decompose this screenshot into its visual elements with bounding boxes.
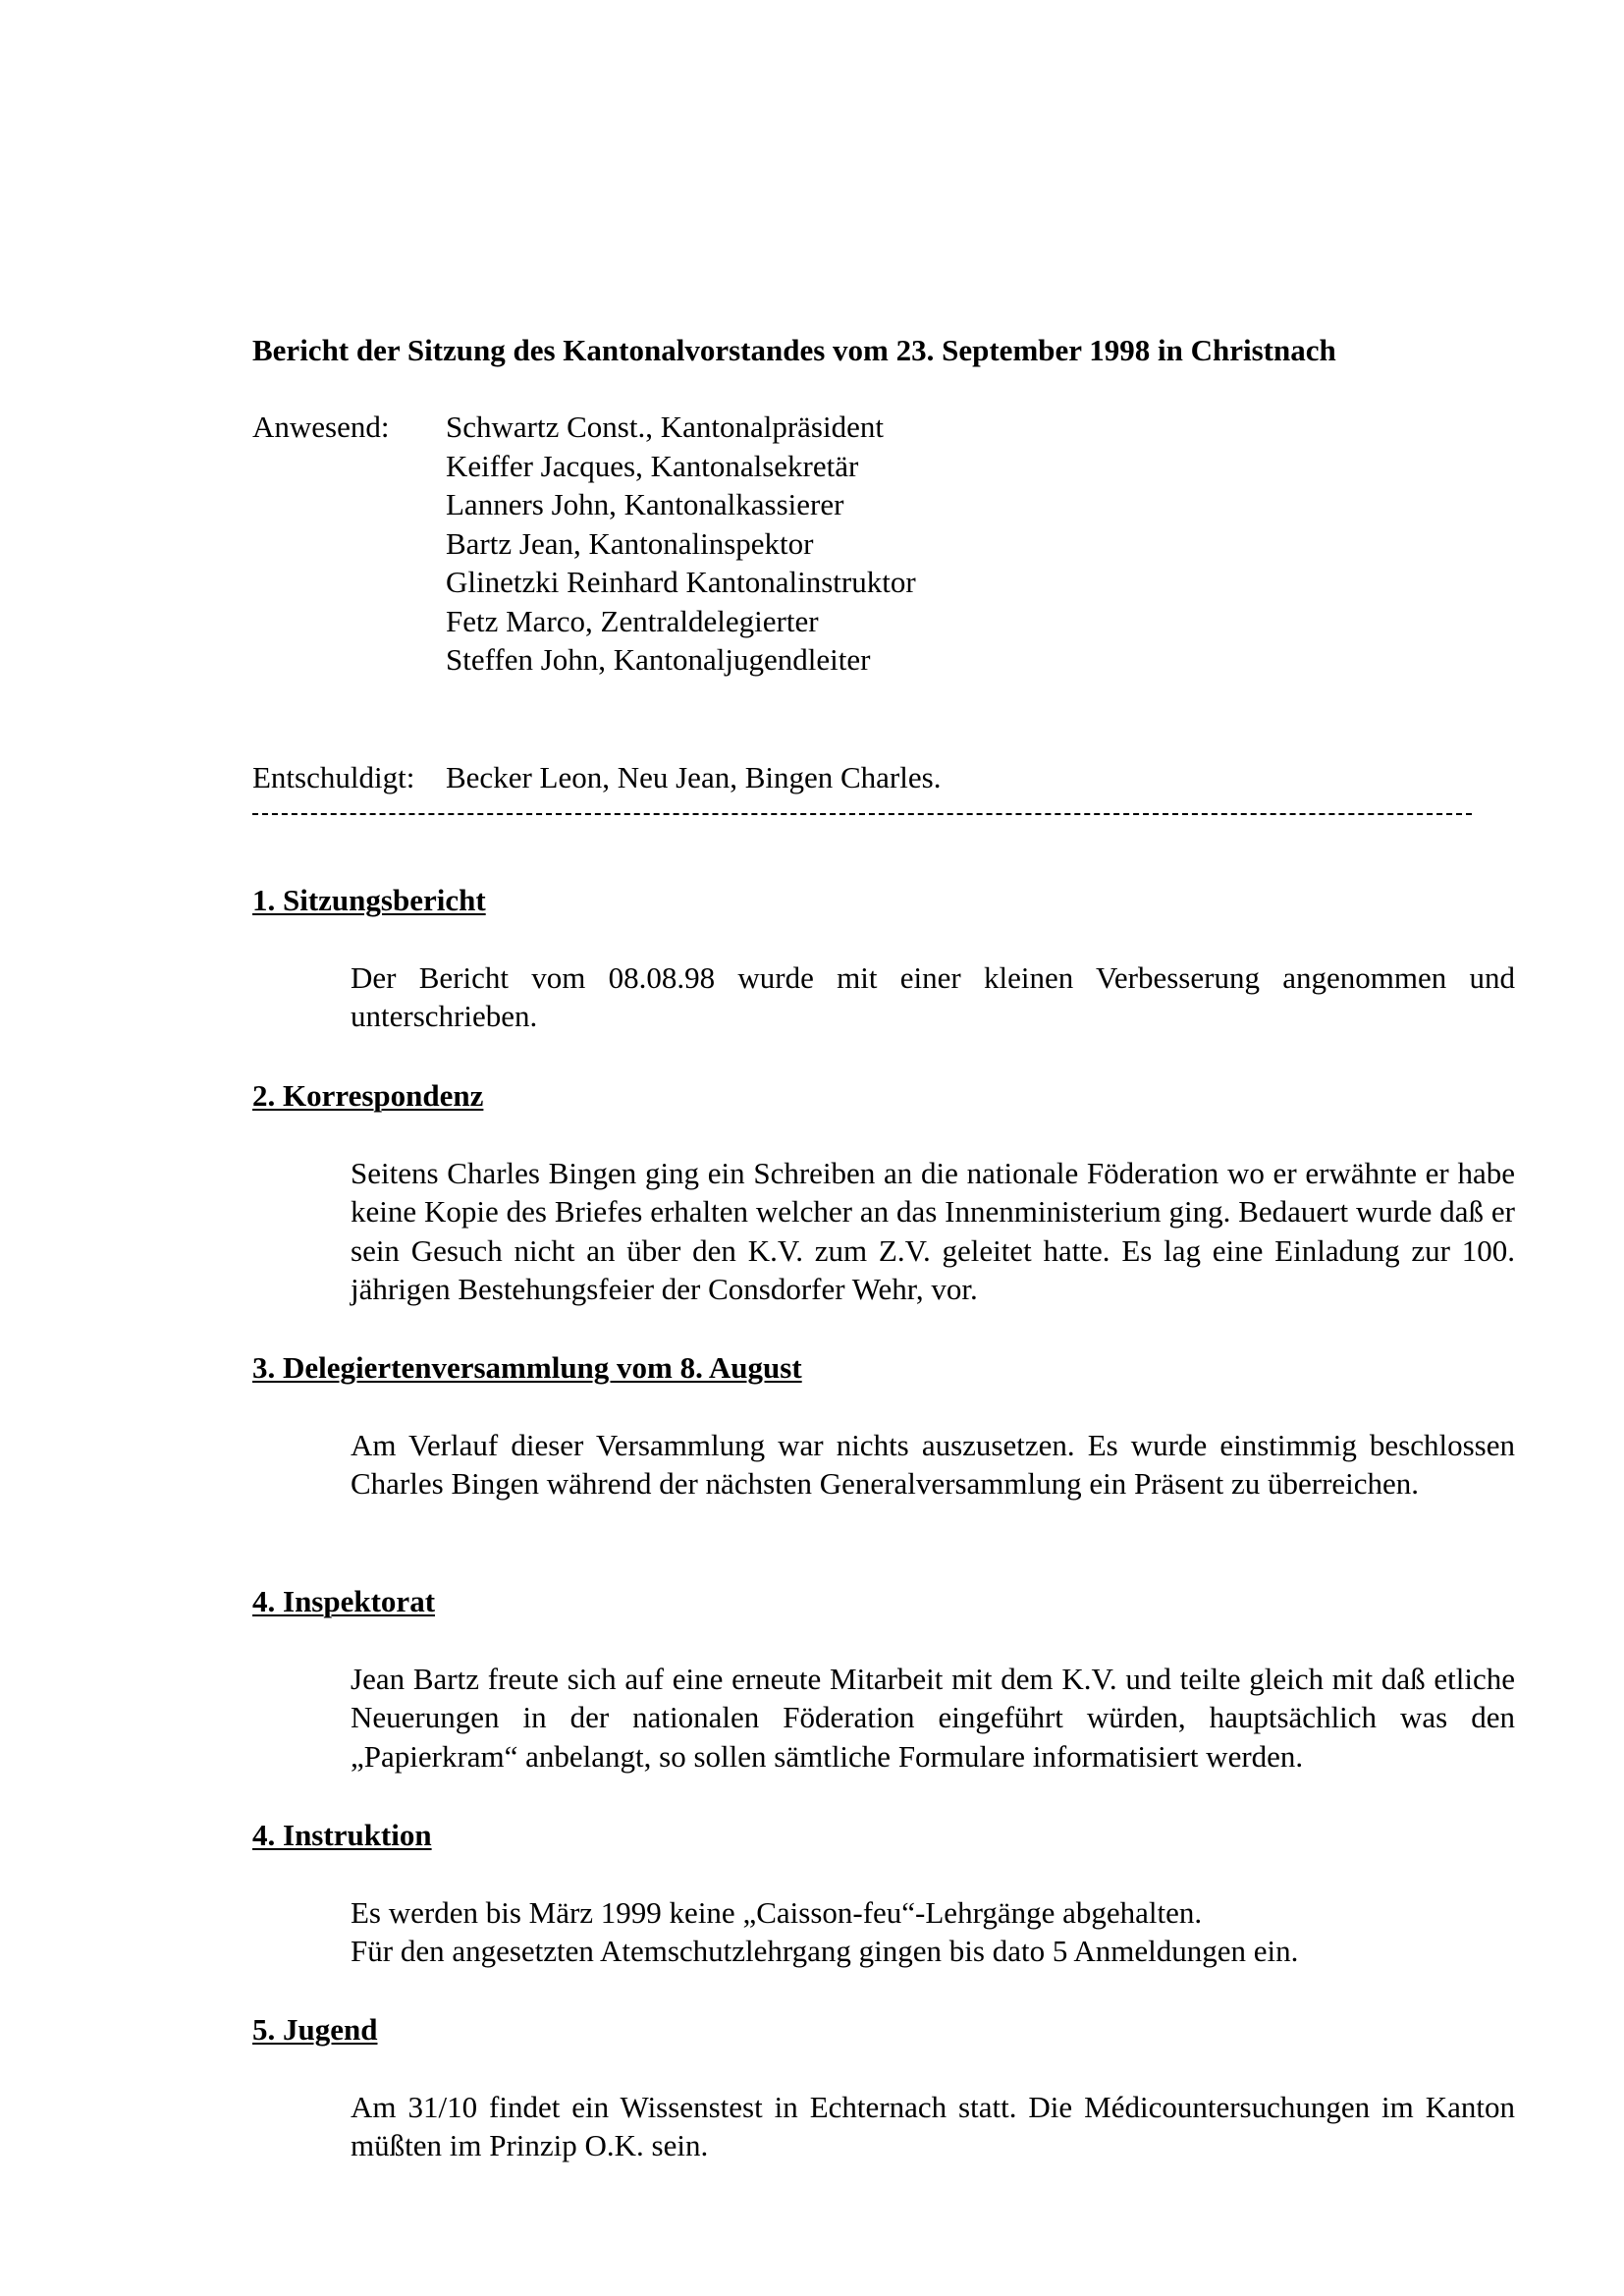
- section-paragraph: Am Verlauf dieser Versammlung war nichts auszusetzen. Es wurde einstimmig beschlossen Charles Bingen während der nächsten Generalversammlung ein Präsent zu überreichen.: [351, 1427, 1515, 1501]
- section-jugend: [252, 2010, 1515, 2165]
- present-name: Fetz Marco, Zentraldelegierter: [446, 603, 819, 638]
- present-name: Lanners John, Kantonalkassierer: [446, 487, 844, 521]
- section-body: [351, 1426, 1515, 1503]
- section-instruktion: [252, 1816, 1515, 1971]
- section-body: [351, 1154, 1515, 1309]
- excused-row: [252, 758, 941, 797]
- present-label: Anwesend:: [252, 410, 390, 444]
- section-paragraph: Der Bericht vom 08.08.98 wurde mit einer kleinen Verbesserung angenommen und unterschrieben.: [351, 959, 1515, 1033]
- section-heading: 4. Inspektorat: [252, 1584, 436, 1618]
- section-body: [351, 958, 1515, 1036]
- section-paragraph: Seitens Charles Bingen ging ein Schreiben an die nationale Föderation wo er erwähnte er habe keine Kopie des Briefes erhalten welcher an das Innenministerium ging. Bedauert wurde daß er sein Gesuch nicht an über den K.V. zum Z.V. geleitet hatte. Es lag eine Einladung zur 100. jährigen Bestehungsfeier der Consdorfer Wehr, vor.: [351, 1155, 1515, 1306]
- section-body: [351, 2088, 1515, 2165]
- present-name: Schwartz Const., Kantonalpräsident: [446, 410, 884, 444]
- present-name: Steffen John, Kantonaljugendleiter: [446, 642, 871, 677]
- section-paragraph: Jean Bartz freute sich auf eine erneute Mitarbeit mit dem K.V. und teilte gleich mit daß etliche Neuerungen in der nationalen Föderation eingeführt würden, hauptsächlich was den „Papierkram“ anbelangt, so sollen sämtliche Formulare informatisiert werden.: [351, 1661, 1515, 1774]
- section-heading: 5. Jugend: [252, 2012, 378, 2047]
- section-korrespondenz: [252, 1076, 1515, 1309]
- present-name: Glinetzki Reinhard Kantonalinstruktor: [446, 565, 916, 599]
- section-heading: 4. Instruktion: [252, 1818, 432, 1852]
- document-title: Bericht der Sitzung des Kantonalvorstandes vom 23. September 1998 in Christnach: [252, 333, 1336, 367]
- section-paragraph: Für den angesetzten Atemschutzlehrgang gingen bis dato 5 Anmeldungen ein.: [351, 1934, 1299, 1968]
- section-sitzungsbericht: [252, 881, 1515, 1036]
- section-paragraph: Am 31/10 findet ein Wissenstest in Echternach statt. Die Médicountersuchungen im Kanton müßten im Prinzip O.K. sein.: [351, 2089, 1515, 2162]
- excused-names: Becker Leon, Neu Jean, Bingen Charles.: [446, 760, 942, 794]
- section-heading: 2. Korrespondenz: [252, 1078, 484, 1113]
- section-heading: 1. Sitzungsbericht: [252, 883, 486, 917]
- section-delegiertenversammlung: [252, 1348, 1515, 1503]
- section-paragraph: Es werden bis März 1999 keine „Caisson-feu“-Lehrgänge abgehalten.: [351, 1894, 1203, 1930]
- section-heading: 3. Delegiertenversammlung vom 8. August: [252, 1350, 802, 1385]
- dashed-separator: [252, 813, 1472, 819]
- excused-label: Entschuldigt:: [252, 760, 415, 794]
- section-inspektorat: [252, 1582, 1515, 1776]
- present-name: Keiffer Jacques, Kantonalsekretär: [446, 448, 859, 483]
- section-body: [351, 1660, 1515, 1777]
- present-name: Bartz Jean, Kantonalinspektor: [446, 525, 814, 561]
- present-names-list: [446, 408, 916, 680]
- section-body: [351, 1893, 1515, 1971]
